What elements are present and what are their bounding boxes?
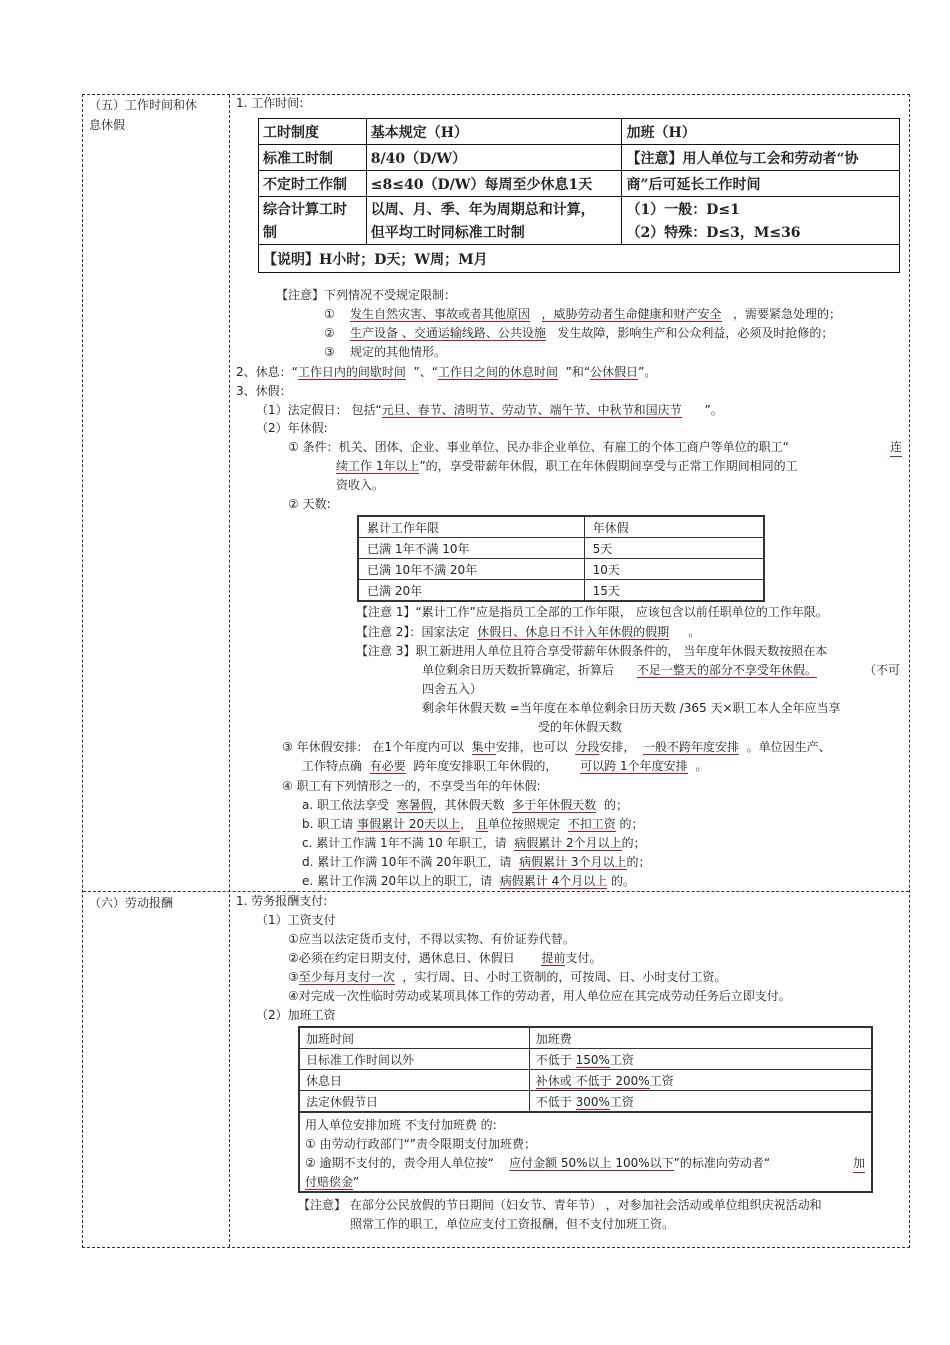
ot-cell: 日标准工作时间以外 (299, 1049, 529, 1070)
ot-r2d: 工资 (649, 1073, 674, 1088)
exd-b: 病假累计 3个月以上 (519, 855, 627, 869)
ot-cell: 法定休假节日 (299, 1091, 529, 1113)
ot-row (299, 1070, 872, 1091)
exb-g: 的； (619, 817, 644, 831)
n3-num: ③ (324, 345, 335, 359)
cond-d: ”的，享受带薪年休假，职工在年休假期间享受与正常工作期间相同的工 (419, 459, 798, 473)
days-cell: 已满 10年不满 20年 (358, 559, 584, 580)
ot-note-3 (305, 1154, 867, 1172)
n2-b: 发生故障，影响生产和公众利益，必须及时抢修的； (557, 326, 834, 340)
exd-a: d. 累计工作满 10年不满 20年职工，请 (302, 855, 512, 869)
arr-d: 分段 (575, 740, 600, 754)
footnote-line-1: 【注意】 在部分公民放假的节日期间（妇女节、青年节） ，对参加社会活动或单位组织庆祝活动和 (298, 1198, 822, 1212)
note-item-1 (324, 305, 841, 323)
wt-row (259, 245, 900, 273)
wt-cell: 【注意】用人单位与工会和劳动者“协 (622, 145, 900, 171)
w3-a: ③ (288, 970, 299, 984)
wt-cell: 但平均工时同标准工时制 (366, 221, 622, 245)
ot-r3c: 300% (575, 1094, 610, 1109)
condition-line-2 (336, 457, 798, 475)
wt-row (259, 171, 900, 197)
annual-note-3-formula-end: 受的年休假天数 (538, 720, 623, 734)
ot-r3d: 工资 (609, 1094, 634, 1109)
note-item-2 (324, 324, 833, 342)
arr-g: 。单位因生产、 (746, 740, 831, 754)
an2-c: 。 (688, 625, 701, 639)
arrangement-line-2 (302, 757, 707, 775)
ot-r1b: 不低于 (535, 1052, 576, 1067)
w3-c: ，实行周、日、小时工资制的，可按周、日、小时支付工资。 (402, 970, 727, 984)
wt-cell: 工时制度 (259, 119, 367, 145)
annual-days-table (357, 515, 765, 602)
annual-note-2 (356, 623, 700, 641)
wage-item-3 (288, 968, 726, 986)
arr-k: 可以跨 1个年度安排 (580, 759, 688, 773)
exc-a: c. 累计工作满 1年不满 10 年职工，请 (302, 836, 507, 850)
w3-b: 至少每月支付一次 (298, 970, 395, 984)
wt-cell: 商”后可延长工作时间 (622, 171, 900, 197)
wage-item-2 (288, 949, 602, 967)
ot-cell: 休息日 (299, 1070, 529, 1091)
ot-cell: 加班费 (529, 1027, 872, 1049)
arr-a: ③ 年休假安排： 在1个年度内可以 (282, 740, 465, 754)
cond-b: 连 (890, 438, 902, 457)
wt-row (259, 145, 900, 171)
ot-n3-a: ② 逾期不支付的，责令用人单位按“ (305, 1156, 494, 1170)
annual-note-3-formula: 剩余年休假天数 =当年度在本单位剩余日历天数 /365 天×职工本人全年应当享 (422, 701, 841, 715)
wt-row (259, 197, 900, 221)
n2-num: ② (324, 326, 335, 340)
days-row (358, 559, 764, 580)
days-row (358, 538, 764, 559)
rest-f: 公休假日 (590, 365, 639, 379)
an3-b: 单位剩余日历天数折算确定，折算后 (422, 663, 615, 677)
arrangement-line-1 (282, 738, 831, 756)
exa-a: a. 职工依法享受 (302, 798, 389, 812)
ot-n3-b: 应付金额 50%以上 100%以下 (509, 1156, 674, 1170)
overtime-table (298, 1026, 873, 1113)
legal-holiday-line (256, 401, 723, 419)
ot-note-1: 用人单位安排加班 不支付加班费 的: (305, 1118, 497, 1132)
exclusion-a (302, 796, 628, 814)
ot-n3-e: 付赔偿金 (305, 1175, 354, 1189)
exa-d: 多于年休假天数 (512, 798, 597, 812)
days-cell: 年休假 (584, 516, 764, 538)
wt-cell: （2）特殊：D≤3，M≤36 (622, 221, 900, 245)
exe-c: 的。 (611, 874, 636, 888)
rest-line (236, 363, 656, 381)
wt-cell: 不定时工作制 (259, 171, 367, 197)
note-title: 【注意】下列情况不受规定限制： (276, 288, 457, 302)
arr-h: 工作特点确 (302, 759, 363, 773)
rest-g: ”。 (638, 365, 657, 379)
exe-b: 病假累计 4个月以上 (499, 874, 608, 888)
ot-n3-c: ”的标准向劳动者“ (673, 1156, 771, 1170)
annual-note-3: 【注意 3】职工新进用人单位且符合享受带薪年休假条件的， 当年度年休假天数按照在本 (356, 644, 828, 658)
column-divider (229, 95, 230, 1247)
section6-label: （六）劳动报酬 (89, 896, 174, 910)
n3-a: 规定的其他情形。 (350, 345, 447, 359)
wt-cell: 制 (259, 221, 367, 245)
an3-d: （不可 (863, 663, 900, 677)
exclusion-c (302, 834, 646, 852)
remuneration-heading: 1. 劳务报酬支付: (236, 894, 328, 908)
exc-b: 病假累计 2个月以上 (514, 836, 622, 850)
n1-b: ，威胁劳动者生命健康和财产安全 (541, 307, 722, 321)
days-cell: 5天 (584, 538, 764, 559)
leg-b: 元旦、春节、清明节、劳动节、端午节、中秋节和国庆节 (381, 403, 682, 417)
note-item-3 (324, 343, 446, 361)
days-heading: ② 天数: (288, 497, 331, 511)
ot-r1d: 工资 (609, 1052, 634, 1067)
leg-a: （1）法定假日： 包括“ (256, 403, 382, 417)
ot-cell (529, 1091, 872, 1113)
wt-cell: （1）一般：D≤1 (622, 197, 900, 221)
arr-f: 一般不跨年度安排 (643, 740, 740, 754)
work-time-heading: 1. 工作时间: (236, 96, 304, 110)
exclusion-heading: ④ 职工有下列情形之一的，不享受当年的年休假: (282, 779, 541, 793)
wt-note: 【说明】H小时；D天；W周；M月 (259, 245, 900, 273)
rest-d: 工作日之间的休息时间 (437, 365, 558, 379)
exb-b: 事假累计 20天以上 (357, 817, 461, 831)
annual-note-3-line2 (422, 661, 902, 679)
days-cell: 10天 (584, 559, 764, 580)
exclusion-b (302, 815, 644, 833)
arr-b: 集中 (471, 740, 496, 754)
annual-note-3-line3: 四舍五入） (422, 682, 483, 696)
annual-note-1: 【注意 1】“累计工作”应是指员工全部的工作年限， 应该包含以前任职单位的工作年限。 (356, 605, 828, 619)
ot-cell (529, 1049, 872, 1070)
ot-note-3-line2 (305, 1173, 359, 1191)
section5-label-line2: 息休假 (89, 118, 126, 132)
wt-cell: 标准工时制 (259, 145, 367, 171)
ot-row (299, 1027, 872, 1049)
rest-e: ”和“ (565, 365, 591, 379)
exb-d: 且 (476, 817, 489, 831)
wt-cell: 综合计算工时 (259, 197, 367, 221)
annual-leave-heading: （2）年休假: (256, 421, 328, 435)
cond-c: 续工作 1年以上 (336, 459, 420, 473)
ot-r1c: 150% (575, 1052, 610, 1067)
days-cell: 累计工作年限 (358, 516, 584, 538)
exa-c: ，其休假天数 (432, 798, 505, 812)
exclusion-d (302, 853, 651, 871)
exclusion-e (302, 872, 635, 890)
exb-c: ， (460, 817, 473, 831)
arr-c: 安排，也可以 (495, 740, 568, 754)
exe-a: e. 累计工作满 20年以上的职工，请 (302, 874, 493, 888)
cond-a: ① 条件：机关、团体、企业、事业单位、民办非企业单位、有雇工的个体工商户等单位的职工“ (288, 440, 789, 454)
ot-r2b: 补休或 不低于 (535, 1073, 616, 1088)
days-row (358, 516, 764, 538)
n1-num: ① (324, 307, 335, 321)
wt-cell: 8/40（D/W） (366, 145, 622, 171)
n1-a: 发生自然灾害、事故或者其他原因 (350, 307, 531, 321)
leg-c: ”。 (704, 403, 723, 417)
wt-cell: 以周、月、季、年为周期总和计算， (366, 197, 622, 221)
work-time-table (258, 118, 900, 273)
wt-cell: ≤8≤40（D/W）每周至少休息1天 (366, 171, 622, 197)
exa-b: 寒暑假 (396, 798, 433, 812)
condition-line-3: 资收入。 (336, 478, 385, 492)
w2-b: 提前 (541, 951, 566, 965)
ot-note-2: ① 由劳动行政部门“”责令限期支付加班费； (305, 1137, 537, 1151)
row-divider (83, 891, 909, 892)
vacation-heading: 3、休假： (236, 384, 292, 398)
ot-n3-d: 加 (853, 1154, 865, 1173)
days-cell: 15天 (584, 580, 764, 602)
wt-cell: 加班（H） (622, 119, 900, 145)
days-row (358, 580, 764, 602)
an3-c: 不足一整天的部分不享受年休假。 (636, 663, 817, 677)
arr-i: 有必要 (369, 759, 406, 773)
rest-b: 工作日内的间歇时间 (297, 365, 406, 379)
exd-c: 的； (626, 855, 651, 869)
ot-row (299, 1091, 872, 1113)
ot-r2c: 200% (615, 1073, 650, 1088)
rest-c: ”、“ (413, 365, 438, 379)
an2-a: 【注意 2】：国家法定 (356, 625, 470, 639)
n2-a: 生产设备 、交通运输线路、公共设施 (350, 326, 546, 340)
overtime-heading: （2）加班工资 (256, 1008, 336, 1022)
ot-cell: 加班时间 (299, 1027, 529, 1049)
rest-a: 2、休息：“ (236, 365, 298, 379)
arr-j: 跨年度安排职工年休假的， (413, 759, 558, 773)
days-cell: 已满 1年不满 10年 (358, 538, 584, 559)
wt-cell: 基本规定（H） (366, 119, 622, 145)
exb-e: 单位按照规定 (488, 817, 561, 831)
exb-f: 不扣工资 (567, 817, 616, 831)
condition-line-1 (288, 438, 902, 456)
wt-row (259, 119, 900, 145)
days-cell: 已满 20年 (358, 580, 584, 602)
wage-item-4: ④对完成一次性临时劳动或某项具体工作的劳动者，用人单位应在其完成劳动任务后立即支付。 (288, 989, 791, 1003)
ot-r3b: 不低于 (535, 1094, 576, 1109)
exa-e: 的； (603, 798, 628, 812)
wt-row (259, 221, 900, 245)
ot-row (299, 1049, 872, 1070)
arr-e: 安排， (599, 740, 636, 754)
arr-l: 。 (695, 759, 708, 773)
an2-b: 休假日、休息日不计入年休假的假期 (477, 625, 670, 639)
section5-label (89, 95, 225, 135)
ot-cell (529, 1070, 872, 1091)
exb-a: b. 职工请 (302, 817, 354, 831)
w2-c: 支付。 (565, 951, 602, 965)
wage-heading: （1）工资支付 (256, 913, 336, 927)
exc-c: 的； (621, 836, 646, 850)
wage-item-1: ①应当以法定货币支付，不得以实物、有价证券代替。 (288, 932, 575, 946)
n1-c: ，需要紧急处理的； (732, 307, 841, 321)
w2-a: ②必须在约定日期支付，遇休息日、休假日 (288, 951, 515, 965)
ot-n3-f: ” (353, 1175, 360, 1189)
section5-label-line1: （五）工作时间和休 (89, 98, 198, 112)
footnote-line-2: 照常工作的职工，单位应支付工资报酬，但不支付加班工资。 (350, 1217, 675, 1231)
